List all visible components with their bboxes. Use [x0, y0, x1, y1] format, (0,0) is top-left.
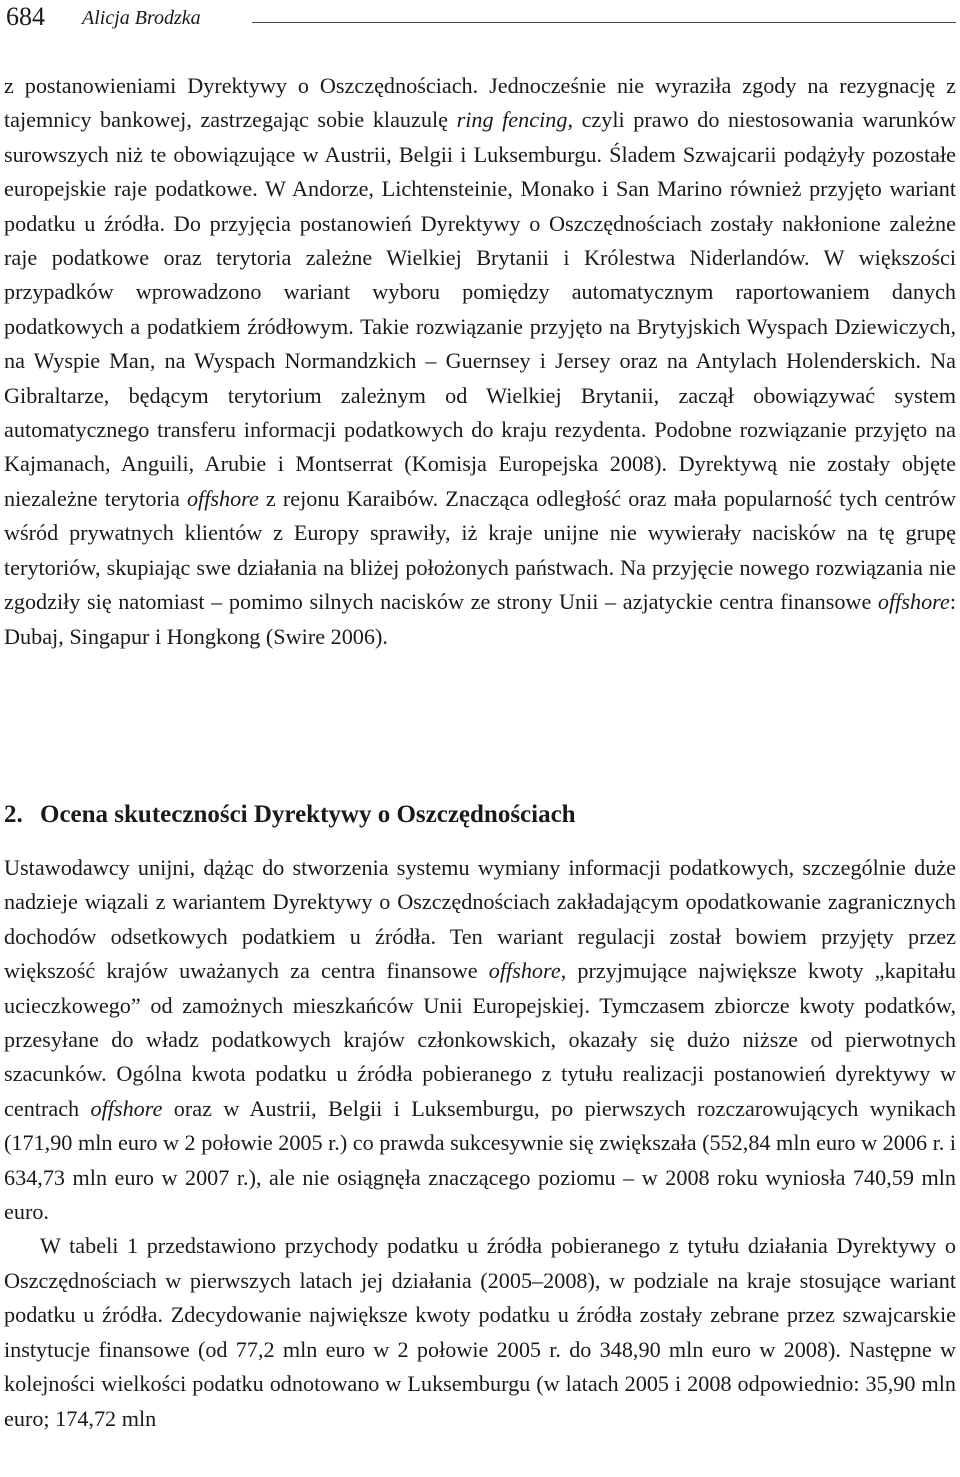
- text-run: , czyli prawo do niestosowania warunków surowszych niż te obowiązujące w Austrii, Belgii i Luksemburgu. Śladem Szwajcarii podążyły pozostałe europejskie raje podatkowe. W Andorze, Lichtensteinie, Monako i San Marino również przyjęto wariant podatku u źródła. Do przyjęcia postanowień Dyrektywy o Oszczędnościach zostały nakłonione zależne raje podatkowe oraz terytoria zależne Wielkiej Brytanii i Królestwa Niderlandów. W większości przypadków wprowadzono wariant wyboru pomiędzy automatycznym raportowaniem danych podatkowych a podatkiem źródłowym. Takie rozwiązanie przyjęto na Brytyjskich Wyspach Dziewiczych, na Wyspie Man, na Wyspach Normandzkich – Guernsey i Jersey oraz na Antylach Holenderskich. Na Gibraltarze, będącym terytorium zależnym od Wielkiej Brytanii, zaczął obowiązywać system automatycznego transferu informacji podatkowych do kraju rezydenta. Podobne rozwiązanie przyjęto na Kajmanach, Anguili, Arubie i Montserrat (Komisja Europejska 2008). Dyrektywą nie zostały objęte niezależne terytoria: [4, 107, 956, 511]
- italic-term: offshore: [90, 1095, 163, 1121]
- italic-term: ring fencing: [456, 107, 568, 133]
- text-run: z rejonu Karaibów. Znacząca odległość oraz mała popularność tych centrów wśród prywatnych klientów z Europy sprawiły, iż kraje unijne nie wywierały nacisków na tę grupę terytoriów, skupiając swe działania na bliżej położonych państwach. Na przyjęcie nowego rozwiązania nie zgodziły się natomiast – pomimo silnych nacisków ze strony Unii – azjatyckie centra finansowe: [4, 485, 956, 615]
- text-run: , przyjmujące największe kwoty „kapitału ucieczkowego” od zamożnych mieszkańców Unii Europejskiej. Tymczasem zbiorcze kwoty podatków, przesyłane do władz podatkowych krajów członkowskich, okazały się dużo niższe od pierwotnych szacunków. Ogólna kwota podatku u źródła pobieranego z tytułu realizacji postanowień dyrektywy w centrach: [4, 958, 956, 1121]
- page-number: 684: [6, 2, 45, 31]
- section-2-text: [4, 851, 956, 1436]
- italic-term: offshore: [488, 958, 561, 984]
- section-number: 2.: [4, 801, 23, 828]
- italic-term: offshore: [186, 485, 259, 511]
- text-run: z postanowieniami Dyrektywy o Oszczędnościach. Jednocześnie nie wyraziła zgody na rezygnację z tajemnicy bankowej, zastrzegając sobie klauzulę: [4, 73, 956, 133]
- running-header: [4, 0, 956, 40]
- section-title: Ocena skuteczności Dyrektywy o Oszczędnościach: [40, 801, 576, 828]
- text-run: oraz w Austrii, Belgii i Luksemburgu, po pierwszych rozczarowujących wynikach (171,90 mln euro w 2 połowie 2005 r.) co prawda sukcesywnie się zwiększała (552,84 mln euro w 2006 r. i 634,73 mln euro w 2007 r.), ale nie osiągnęła znaczącego poziomu – w 2008 roku wyniosła 740,59 mln euro.: [4, 1095, 957, 1225]
- italic-term: offshore: [877, 589, 950, 615]
- running-header-author: Alicja Brodzka: [82, 7, 201, 29]
- text-run: : Dubaj, Singapur i Hongkong (Swire 2006).: [4, 589, 956, 649]
- section-heading: [4, 798, 576, 832]
- text-run: Ustawodawcy unijni, dążąc do stworzenia systemu wymiany informacji podatkowych, szczególnie duże nadzieje wiązali z wariantem Dyrektywy o Oszczędnościach zakładającym opodatkowanie zagranicznych dochodów odsetkowych podatkiem u źródła. Ten wariant regulacji został bowiem przyjęty przez większość krajów uważanych za centra finansowe: [4, 855, 956, 984]
- header-rule: [252, 22, 956, 23]
- section-1-text: [4, 69, 956, 654]
- paragraph: [4, 851, 956, 1229]
- paragraph: [4, 69, 956, 654]
- paragraph: W tabeli 1 przedstawiono przychody podatku u źródła pobieranego z tytułu działania Dyrektywy o Oszczędnościach w pierwszych latach jej działania (2005–2008), w podziale na kraje stosujące wariant podatku u źródła. Zdecydowanie największe kwoty podatku u źródła zostały zebrane przez szwajcarskie instytucje finansowe (od 77,2 mln euro w 2 połowie 2005 r. do 348,90 mln euro w 2008). Następne w kolejności wielkości podatku odnotowano w Luksemburgu (w latach 2005 i 2008 odpowiednio: 35,90 mln euro; 174,72 mln: [4, 1233, 956, 1431]
